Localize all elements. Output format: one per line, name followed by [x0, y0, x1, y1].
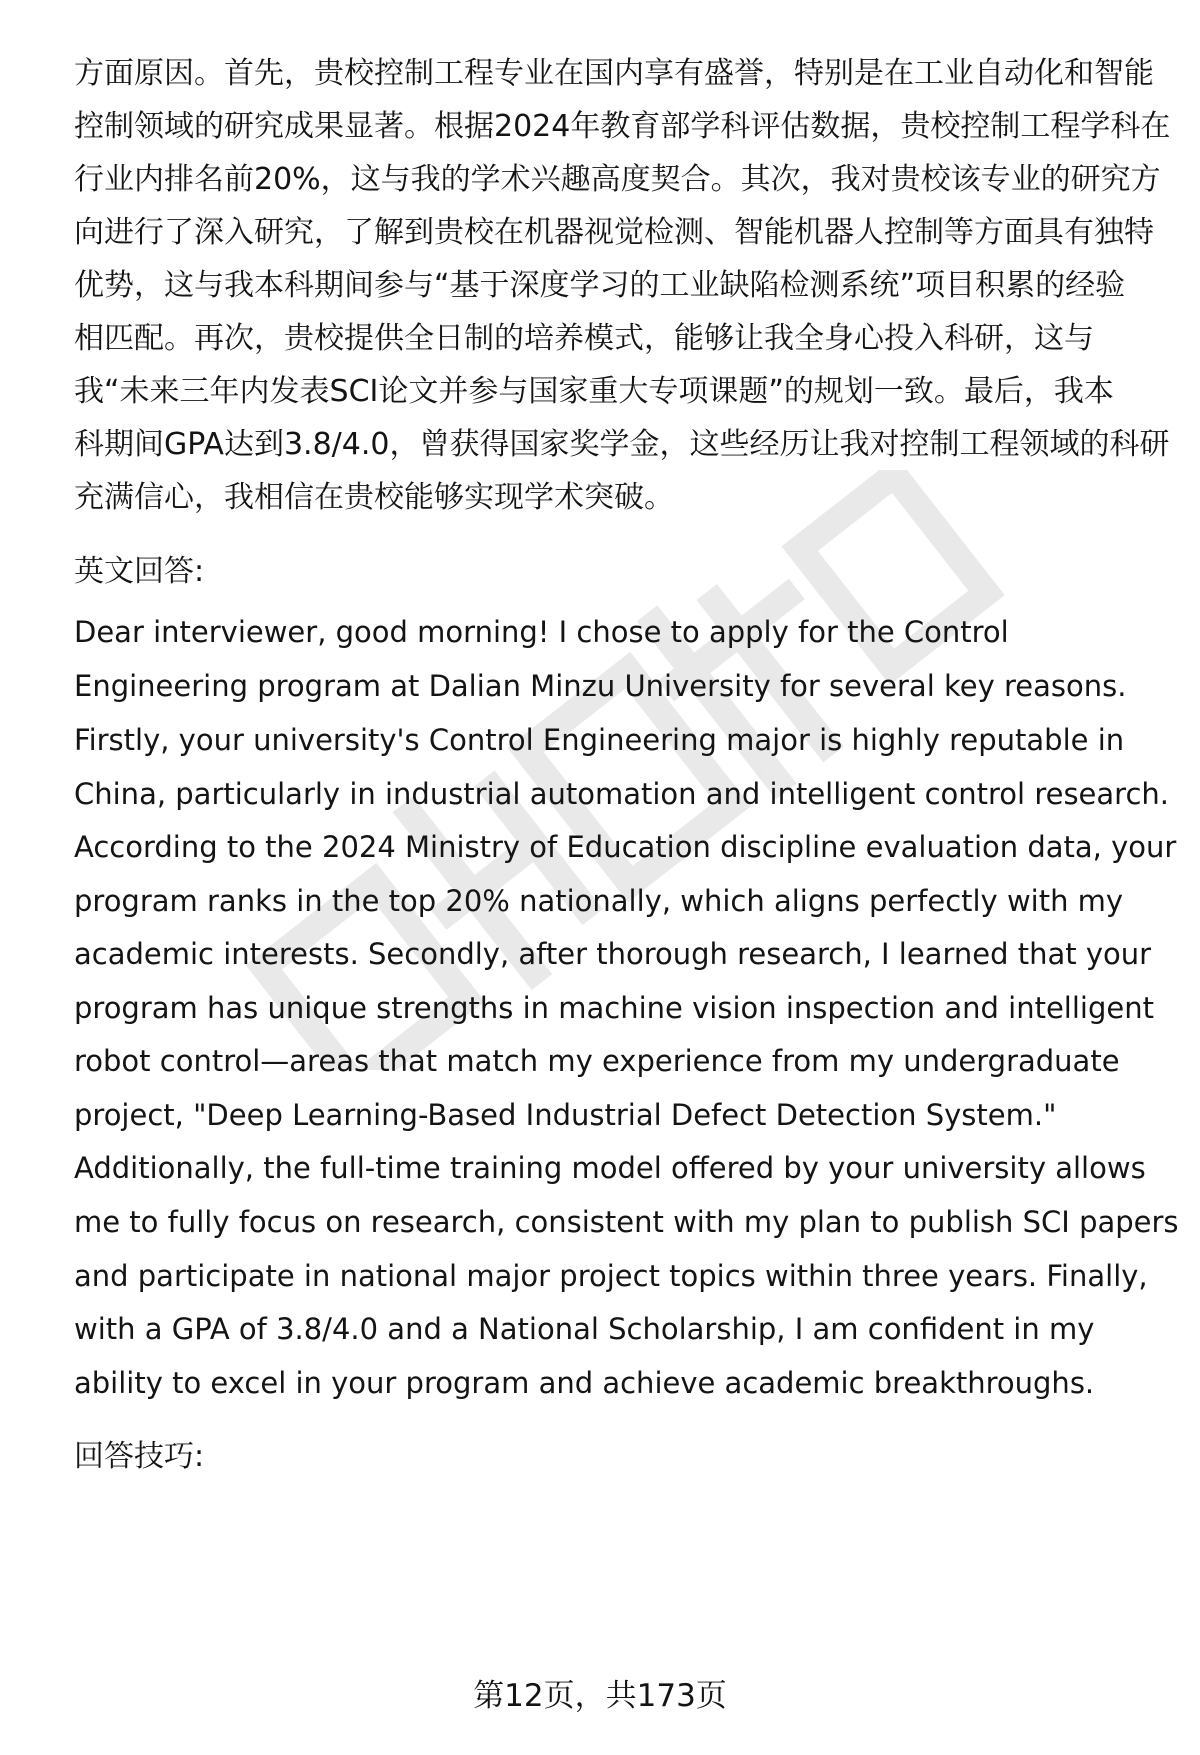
cn-line: 充满信心，我相信在贵校能够实现学术突破。: [74, 480, 674, 515]
watermark: [180, 470, 1080, 1070]
cn-line: 向进行了深入研究，了解到贵校在机器视觉检测、智能机器人控制等方面具有独特: [74, 215, 1154, 250]
en-line: and participate in national major project topics within three years. Finally,: [74, 1259, 1148, 1293]
cn-line: 控制领域的研究成果显著。根据2024年教育部学科评估数据，贵校控制工程学科在: [74, 109, 1171, 144]
page-indicator: 第12页，共173页: [473, 1678, 727, 1714]
cn-line: 优势，这与我本科期间参与“基于深度学习的工业缺陷检测系统”项目积累的经验: [74, 268, 1126, 303]
english-answer-label: 英文回答:: [74, 554, 205, 589]
en-line: with a GPA of 3.8/4.0 and a National Scholarship, I am confident in my: [74, 1312, 1095, 1346]
cn-line: 相匹配。再次，贵校提供全日制的培养模式，能够让我全身心投入科研，这与: [74, 321, 1094, 356]
en-line: project, "Deep Learning-Based Industrial Defect Detection System.": [74, 1098, 1057, 1132]
cn-line: 行业内排名前20%，这与我的学术兴趣高度契合。其次，我对贵校该专业的研究方: [74, 162, 1161, 197]
en-line: Dear interviewer, good morning! I chose to apply for the Control: [74, 615, 1009, 649]
cn-line: 方面原因。首先，贵校控制工程专业在国内享有盛誉，特别是在工业自动化和智能: [74, 56, 1154, 91]
en-line: program has unique strengths in machine vision inspection and intelligent: [74, 991, 1154, 1025]
answer-tips-label: 回答技巧:: [74, 1439, 205, 1474]
cn-line: 我“未来三年内发表SCI论文并参与国家重大专项课题”的规划一致。最后，我本: [74, 374, 1114, 409]
en-line: ability to excel in your program and achieve academic breakthroughs.: [74, 1366, 1095, 1400]
en-line: China, particularly in industrial automation and intelligent control research.: [74, 777, 1169, 811]
en-line: Additionally, the full-time training model offered by your university allows: [74, 1151, 1146, 1185]
en-line: me to fully focus on research, consistent with my plan to publish SCI papers: [74, 1205, 1179, 1239]
en-line: robot control—areas that match my experience from my undergraduate: [74, 1044, 1120, 1078]
en-line: According to the 2024 Ministry of Education discipline evaluation data, your: [74, 830, 1177, 864]
en-line: Engineering program at Dalian Minzu University for several key reasons.: [74, 669, 1127, 703]
en-line: Firstly, your university's Control Engineering major is highly reputable in: [74, 723, 1125, 757]
en-line: program ranks in the top 20% nationally, which aligns perfectly with my: [74, 884, 1124, 918]
cn-line: 科期间GPA达到3.8/4.0，曾获得国家奖学金，这些经历让我对控制工程领域的科研: [74, 427, 1170, 462]
en-line: academic interests. Secondly, after thorough research, I learned that your: [74, 937, 1152, 971]
